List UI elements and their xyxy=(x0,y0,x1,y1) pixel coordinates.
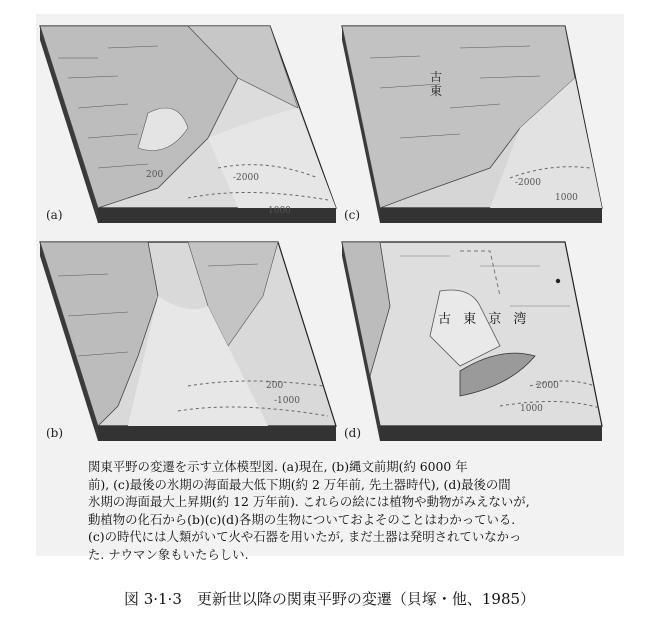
contour-label: 1000 xyxy=(520,404,543,414)
description-line: (c)の時代には人類がいて火や石器を用いたが, まだ土器は発明されていなかっ xyxy=(88,529,522,545)
panel-b-relief xyxy=(38,236,338,448)
panel-d xyxy=(340,236,630,448)
contour-label: 1000 xyxy=(268,206,291,216)
panel-b-label: (b) xyxy=(46,426,64,440)
description-line: 前), (c)最後の氷期の海面最大低下期(約 2 万年前, 先土器時代), (d)最後の間 xyxy=(88,476,511,492)
contour-label: -2000 xyxy=(233,173,259,183)
contour-label: 200 xyxy=(146,170,164,180)
bay-name: 古 東 京 湾 xyxy=(438,312,531,327)
vertical-label: 古東 xyxy=(430,70,443,98)
contour-label: -2000 xyxy=(515,178,541,188)
panel-c-relief xyxy=(340,18,630,230)
panel-a-relief xyxy=(38,18,338,230)
panel-d-label: (d) xyxy=(344,426,362,440)
contour-label: -1000 xyxy=(274,396,300,406)
description-line: 関東平野の変遷を示す立体模型図. (a)現在, (b)縄文前期(約 6000 年 xyxy=(88,459,468,474)
panel-c-label: (c) xyxy=(344,208,361,222)
contour-label: 2000 xyxy=(536,381,559,391)
description-line: 氷期の海面最大上昇期(約 12 万年前). これらの絵には植物や動物がみえないが, xyxy=(88,494,530,510)
panel-a xyxy=(38,18,338,230)
contour-label: 1000 xyxy=(555,193,578,203)
panel-a-label: (a) xyxy=(46,208,63,222)
panel-d-relief xyxy=(340,236,630,448)
figure-description xyxy=(88,458,588,564)
description-line: 動植物の化石から(b)(c)(d)各期の生物についておよそのことはわかっている. xyxy=(88,511,516,527)
panel-c xyxy=(340,18,630,230)
panel-b xyxy=(38,236,338,448)
description-line: た. ナウマン象もいたらしい. xyxy=(88,546,249,562)
contour-label: 200 xyxy=(266,381,284,391)
figure-caption: 図 3·1·3 更新世以降の関東平野の変遷（貝塚・他、1985） xyxy=(123,590,536,608)
